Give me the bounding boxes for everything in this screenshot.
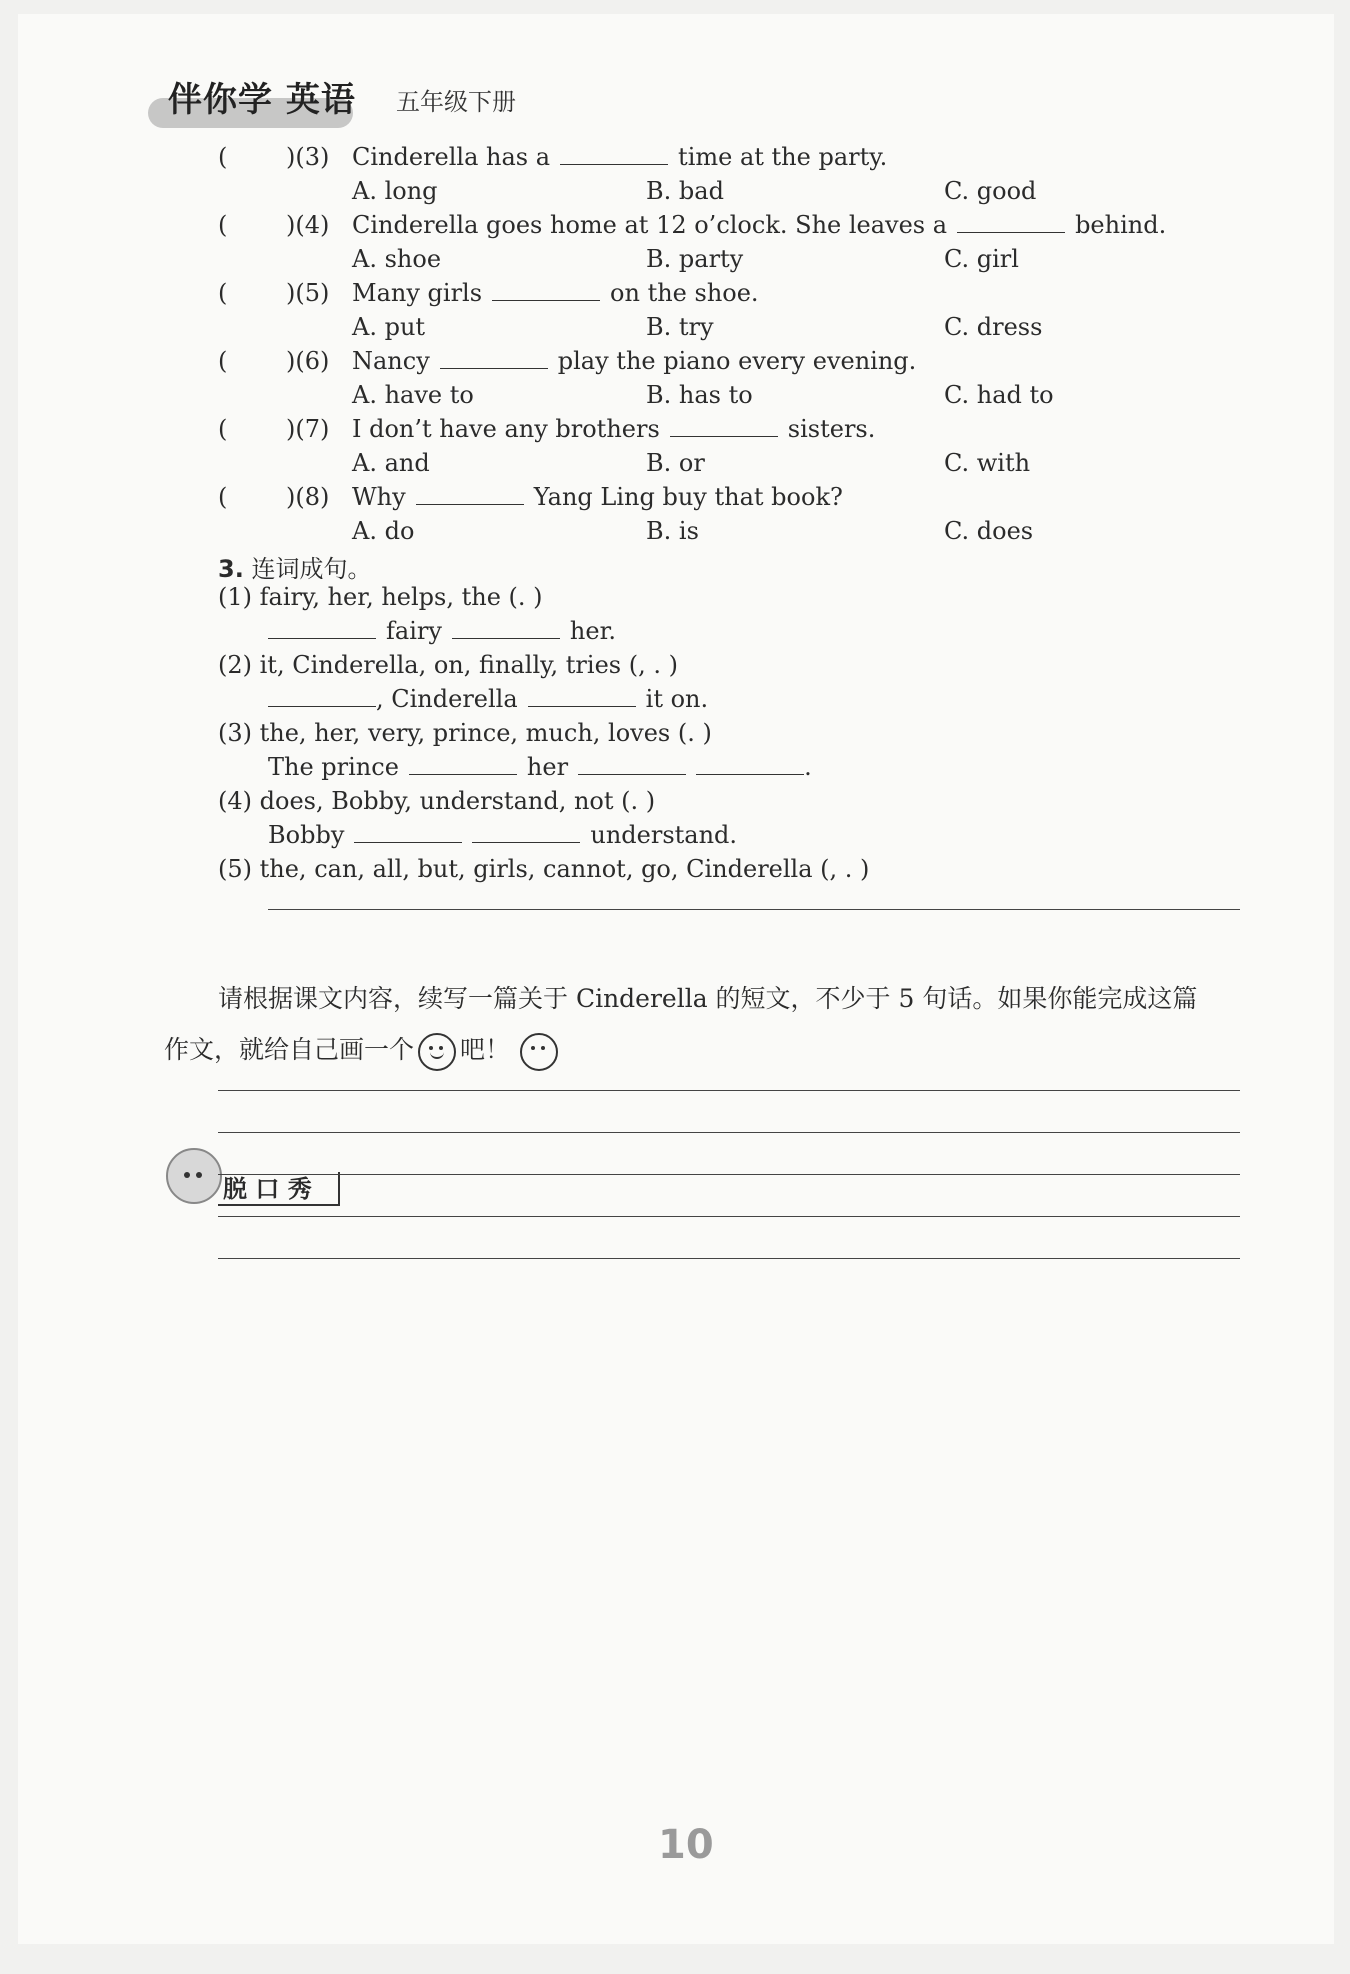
question-7	[18, 414, 1334, 446]
smiley-face-icon	[418, 1033, 456, 1071]
answer-paren-open[interactable]: (	[218, 483, 228, 511]
question-number: )(4)	[286, 211, 330, 239]
sentence-3-prompt: (3) the, her, very, prince, much, loves (. )	[218, 719, 712, 747]
option-a[interactable]: A. put	[352, 313, 426, 341]
fill-blank[interactable]	[528, 684, 636, 707]
question-3	[18, 142, 1334, 174]
sentence-2-prompt: (2) it, Cinderella, on, finally, tries (, . )	[218, 651, 678, 679]
question-5	[18, 278, 1334, 310]
question-8	[18, 482, 1334, 514]
title-underline	[218, 1204, 340, 1206]
question-text: Cinderella has a time at the party.	[352, 143, 888, 171]
option-b[interactable]: B. or	[646, 449, 705, 477]
fill-blank[interactable]	[268, 616, 376, 639]
question-number: )(5)	[286, 279, 330, 307]
question-number: )(3)	[286, 143, 330, 171]
fill-blank[interactable]	[268, 684, 376, 707]
answer-paren-open[interactable]: (	[218, 347, 228, 375]
option-a[interactable]: A. do	[352, 517, 415, 545]
writing-line[interactable]	[218, 1090, 1240, 1091]
sentence-1-prompt: (1) fairy, her, helps, the (. )	[218, 583, 543, 611]
page-number: 10	[658, 1822, 714, 1868]
answer-paren-open[interactable]: (	[218, 415, 228, 443]
option-b[interactable]: B. party	[646, 245, 744, 273]
fill-blank[interactable]	[696, 752, 804, 775]
answer-paren-open[interactable]: (	[218, 279, 228, 307]
option-a[interactable]: A. have to	[352, 381, 474, 409]
sentence-2-answer: , Cinderella it on.	[268, 684, 708, 714]
workbook-page	[18, 14, 1334, 1944]
option-a[interactable]: A. and	[352, 449, 430, 477]
fill-blank[interactable]	[452, 616, 560, 639]
sentence-4-prompt: (4) does, Bobby, understand, not (. )	[218, 787, 656, 815]
question-text: Nancy play the piano every evening.	[352, 347, 917, 375]
question-4	[18, 210, 1334, 242]
neutral-face-icon	[520, 1033, 558, 1071]
fill-blank[interactable]	[578, 752, 686, 775]
question-5-options	[18, 312, 1334, 344]
question-text: I don’t have any brothers sisters.	[352, 415, 876, 443]
option-b[interactable]: B. has to	[646, 381, 753, 409]
fill-blank[interactable]	[560, 142, 668, 165]
sentence-5-prompt: (5) the, can, all, but, girls, cannot, go, Cinderella (, . )	[218, 855, 870, 883]
fill-blank[interactable]	[670, 414, 778, 437]
option-c[interactable]: C. does	[944, 517, 1034, 545]
question-8-options	[18, 516, 1334, 548]
option-c[interactable]: C. had to	[944, 381, 1054, 409]
section-3-heading	[218, 549, 371, 584]
question-7-options	[18, 448, 1334, 480]
question-6-options	[18, 380, 1334, 412]
option-b[interactable]: B. try	[646, 313, 714, 341]
question-text: Many girls on the shoe.	[352, 279, 759, 307]
section-title-show: 脱 口 秀	[223, 1175, 312, 1203]
writing-line[interactable]	[218, 1132, 1240, 1133]
sentence-4-answer: Bobby understand.	[268, 821, 738, 849]
book-title: 伴你学 英语	[168, 80, 356, 120]
option-c[interactable]: C. good	[944, 177, 1037, 205]
option-c[interactable]: C. with	[944, 449, 1031, 477]
fill-blank[interactable]	[957, 210, 1065, 233]
option-b[interactable]: B. is	[646, 517, 699, 545]
title-bar	[338, 1172, 340, 1204]
fill-blank[interactable]	[472, 820, 580, 843]
option-b[interactable]: B. bad	[646, 177, 724, 205]
book-subtitle: 五年级下册	[396, 88, 516, 116]
fill-blank[interactable]	[416, 482, 524, 505]
writing-line[interactable]	[218, 1216, 1240, 1217]
question-text: Cinderella goes home at 12 o’clock. She leaves a behind.	[352, 211, 1167, 239]
fill-blank[interactable]	[354, 820, 462, 843]
answer-paren-open[interactable]: (	[218, 211, 228, 239]
question-text: Why Yang Ling buy that book?	[352, 483, 843, 511]
sentence-3-answer: The prince her .	[268, 753, 812, 781]
fill-blank[interactable]	[492, 278, 600, 301]
question-number: )(7)	[286, 415, 330, 443]
girl-mascot-icon	[166, 1148, 222, 1204]
sentence-1-answer: fairy her.	[268, 616, 616, 646]
option-c[interactable]: C. dress	[944, 313, 1043, 341]
show-instruction-line2: 作文，就给自己画一个 吧！	[164, 1030, 562, 1071]
question-6	[18, 346, 1334, 378]
fill-blank[interactable]	[409, 752, 517, 775]
question-3-options	[18, 176, 1334, 208]
answer-paren-open[interactable]: (	[218, 143, 228, 171]
option-a[interactable]: A. shoe	[352, 245, 442, 273]
question-number: )(8)	[286, 483, 330, 511]
section-title: 连词成句。	[251, 555, 372, 583]
question-4-options	[18, 244, 1334, 276]
fill-blank[interactable]	[440, 346, 548, 369]
show-instruction-line1: 请根据课文内容，续写一篇关于 Cinderella 的短文，不少于 5 句话。如果你能完成这篇	[218, 984, 1198, 1013]
writing-line[interactable]	[218, 1258, 1240, 1259]
option-a[interactable]: A. long	[352, 177, 438, 205]
writing-line[interactable]	[218, 1174, 1240, 1175]
section-number: 3.	[218, 555, 244, 583]
sentence-5-answer-line[interactable]	[268, 909, 1240, 910]
option-c[interactable]: C. girl	[944, 245, 1019, 273]
question-number: )(6)	[286, 347, 330, 375]
